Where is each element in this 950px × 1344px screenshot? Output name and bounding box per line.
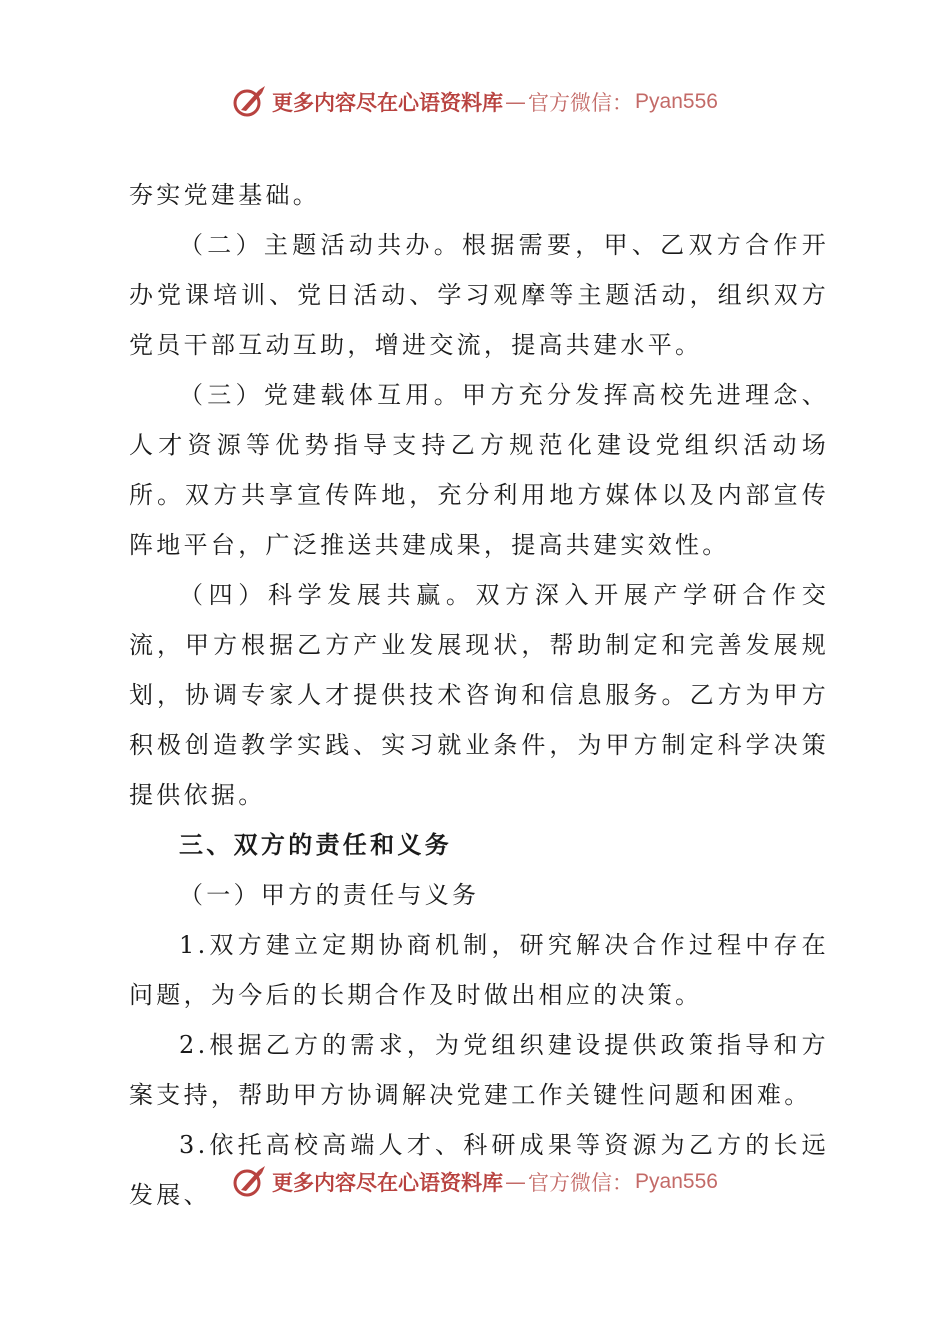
- watermark-footer: [0, 1162, 950, 1202]
- paragraph-continuation: 夯实党建基础。: [129, 181, 321, 209]
- quill-logo-icon: [232, 84, 268, 120]
- watermark-dash: —: [505, 1170, 527, 1194]
- paragraph-item-3: （三）党建载体互用。甲方充分发挥高校先进理念、人才资源等优势指导支持乙方规范化建设党组织活动场所。双方共享宣传阵地，充分利用地方媒体以及内部宣传阵地平台，广泛推送共建成果，提高共建实效性。: [129, 381, 829, 559]
- list-item-2: 2.根据乙方的需求，为党组织建设提供政策指导和方案支持，帮助甲方协调解决党建工作关键性问题和困难。: [129, 1031, 829, 1109]
- watermark-brand: 更多内容尽在心语资料库: [272, 91, 504, 115]
- watermark-wechat-id: Pyan556: [635, 90, 718, 113]
- watermark-label: 官方微信：: [528, 91, 634, 115]
- quill-logo-icon: [232, 1164, 268, 1200]
- watermark-brand: 更多内容尽在心语资料库: [272, 1171, 504, 1195]
- list-item-3: 3.依托高校高端人才、科研成果等资源为乙方的长远发展、: [129, 1131, 829, 1209]
- document-body: [129, 170, 829, 1220]
- watermark-wechat-id: Pyan556: [635, 1170, 718, 1193]
- watermark-header: [0, 82, 950, 122]
- paragraph-item-4: （四）科学发展共赢。双方深入开展产学研合作交流，甲方根据乙方产业发展现状，帮助制定和完善发展规划，协调专家人才提供技术咨询和信息服务。乙方为甲方积极创造教学实践、实习就业条件，为甲方制定科学决策提供依据。: [129, 581, 829, 809]
- watermark-dash: —: [505, 90, 527, 114]
- list-item-1: 1.双方建立定期协商机制，研究解决合作过程中存在问题，为今后的长期合作及时做出相应的决策。: [129, 931, 829, 1009]
- paragraph-item-2: （二）主题活动共办。根据需要，甲、乙双方合作开办党课培训、党日活动、学习观摩等主题活动，组织双方党员干部互动互助，增进交流，提高共建水平。: [129, 231, 829, 359]
- watermark-label: 官方微信：: [528, 1171, 634, 1195]
- section-heading: 三、双方的责任和义务: [179, 830, 452, 859]
- subsection-heading: （一）甲方的责任与义务: [179, 881, 480, 909]
